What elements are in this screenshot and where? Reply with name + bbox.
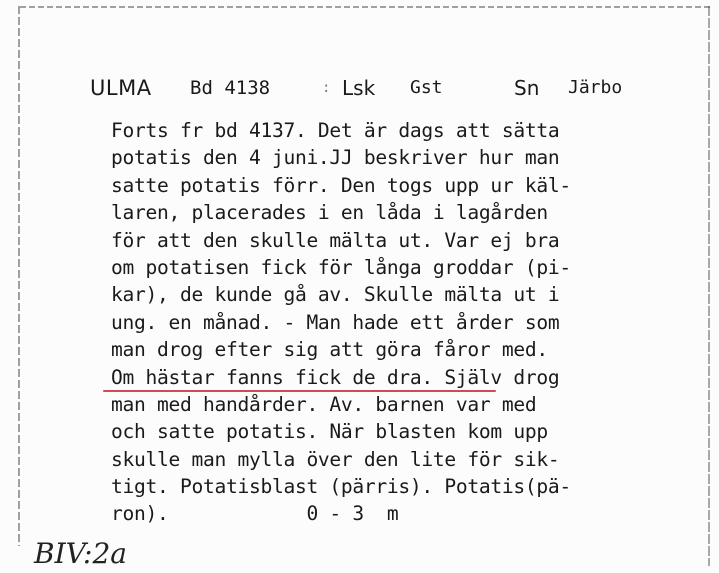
body-line: man drog efter sig att göra fåror med.	[111, 338, 548, 362]
body-line: satte potatis förr. Den togs upp ur käl-	[111, 173, 571, 197]
body-line: laren, placerades i en låda i lagården	[111, 201, 548, 225]
volume-number: Bd 4138	[190, 77, 271, 99]
handwritten-signum: BIV:2a	[34, 537, 127, 570]
body-line: tigt. Potatisblast (pärris). Potatis(pä-	[111, 475, 571, 499]
body-line: man med handårder. Av. barnen var med	[111, 392, 537, 416]
body-line: om potatisen fick för långa groddar (pi-	[111, 255, 571, 279]
red-underline-mark	[103, 390, 496, 392]
header-separator: :	[322, 80, 331, 96]
socken-value: Järbo	[568, 77, 623, 98]
body-line: och satte potatis. När blasten kom upp	[111, 420, 548, 444]
card-top-edge	[20, 6, 710, 8]
card-body	[111, 117, 681, 528]
body-line: potatis den 4 juni.JJ beskriver hur man	[111, 146, 560, 170]
card-right-edge	[708, 6, 710, 566]
card-header	[90, 74, 650, 104]
body-line: skulle man mylla över den lite för sik-	[111, 447, 560, 471]
body-line: för att den skulle mälta ut. Var ej bra	[111, 228, 560, 252]
body-line: kar), de kunde gå av. Skulle mälta ut i	[111, 283, 560, 307]
body-line: Om hästar fanns fick de dra. Själv drog	[111, 365, 560, 389]
landskap-value: Gst	[410, 77, 443, 98]
body-line: Forts fr bd 4137. Det är dags att sätta	[111, 119, 560, 142]
body-line: ron). 0 - 3 m	[111, 502, 399, 526]
body-line: ung. en månad. - Man hade ett årder som	[111, 310, 560, 334]
landskap-label: Lsk	[342, 76, 376, 100]
archive-name: ULMA	[90, 76, 152, 100]
card-left-edge	[18, 6, 20, 546]
socken-label: Sn	[514, 76, 540, 100]
